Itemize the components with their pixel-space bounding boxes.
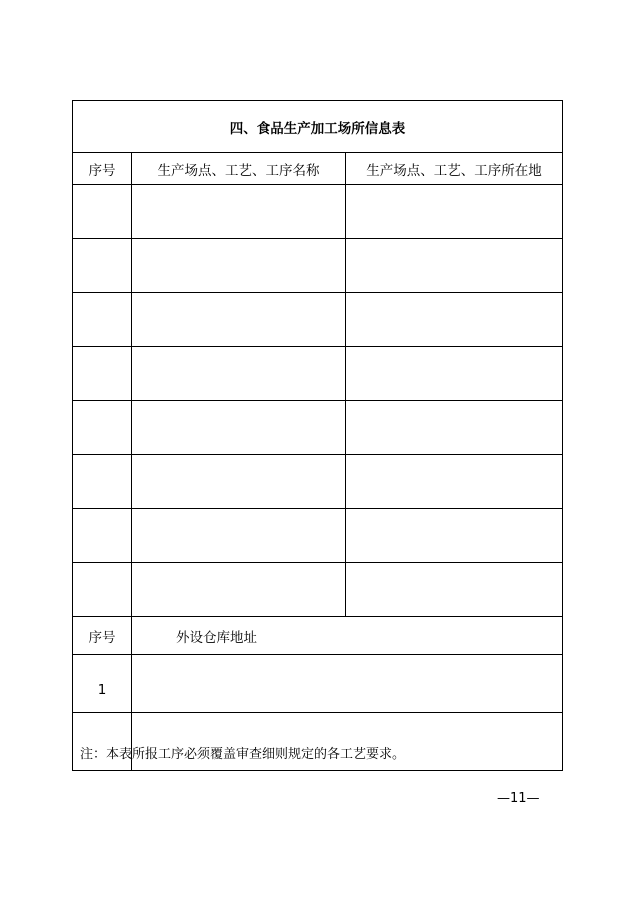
row-location-cell[interactable] — [346, 185, 563, 239]
warehouse-header-row — [73, 617, 563, 655]
row-location-cell[interactable] — [346, 347, 563, 401]
row-name-cell[interactable] — [132, 185, 346, 239]
table-row — [73, 293, 563, 347]
warehouse-row-seq: 1 — [73, 655, 132, 713]
row-location-cell[interactable] — [346, 563, 563, 617]
row-name-cell[interactable] — [132, 509, 346, 563]
table-row — [73, 563, 563, 617]
header-process-location: 生产场点、工艺、工序所在地 — [346, 153, 563, 185]
row-name-cell[interactable] — [132, 455, 346, 509]
table-header-row — [73, 153, 563, 185]
row-name-cell[interactable] — [132, 347, 346, 401]
row-seq-cell[interactable] — [73, 563, 132, 617]
table-title-row — [73, 101, 563, 153]
row-location-cell[interactable] — [346, 509, 563, 563]
table-title: 四、食品生产加工场所信息表 — [73, 101, 563, 153]
table-row — [73, 347, 563, 401]
header-seq: 序号 — [73, 153, 132, 185]
table-row — [73, 239, 563, 293]
footnote: 注：本表所报工序必须覆盖审查细则规定的各工艺要求。 — [80, 747, 406, 762]
header-process-name: 生产场点、工艺、工序名称 — [132, 153, 346, 185]
row-location-cell[interactable] — [346, 401, 563, 455]
row-location-cell[interactable] — [346, 239, 563, 293]
row-seq-cell[interactable] — [73, 509, 132, 563]
row-location-cell[interactable] — [346, 455, 563, 509]
row-seq-cell[interactable] — [73, 239, 132, 293]
table-row — [73, 509, 563, 563]
row-name-cell[interactable] — [132, 239, 346, 293]
table-row — [73, 455, 563, 509]
row-name-cell[interactable] — [132, 401, 346, 455]
row-seq-cell[interactable] — [73, 293, 132, 347]
row-location-cell[interactable] — [346, 293, 563, 347]
row-seq-cell[interactable] — [73, 185, 132, 239]
warehouse-row-address[interactable] — [132, 655, 563, 713]
row-seq-cell[interactable] — [73, 455, 132, 509]
row-name-cell[interactable] — [132, 293, 346, 347]
table-row — [73, 401, 563, 455]
table-row — [73, 185, 563, 239]
row-name-cell[interactable] — [132, 563, 346, 617]
warehouse-header-address: 外设仓库地址 — [132, 617, 563, 655]
page-number: —11— — [497, 791, 540, 806]
production-site-info-table — [72, 100, 563, 771]
row-seq-cell[interactable] — [73, 401, 132, 455]
row-seq-cell[interactable] — [73, 347, 132, 401]
warehouse-row — [73, 655, 563, 713]
warehouse-header-seq: 序号 — [73, 617, 132, 655]
